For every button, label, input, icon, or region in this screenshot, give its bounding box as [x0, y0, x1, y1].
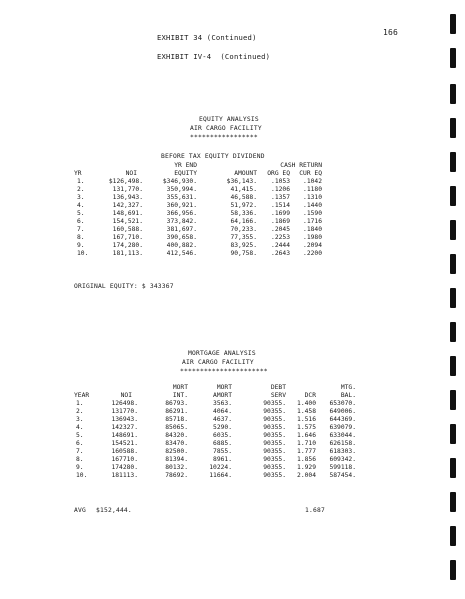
mortgage-cell: 154521.	[111, 440, 138, 447]
col-year: YEAR	[74, 392, 90, 399]
binding-mark	[450, 48, 456, 68]
mortgage-cell: 10224.	[209, 464, 232, 471]
binding-mark	[450, 152, 456, 172]
binding-mark	[450, 560, 456, 580]
equity-row	[74, 210, 322, 218]
mortgage-cell: 4064.	[213, 408, 232, 415]
equity-cell: 1.	[77, 178, 85, 185]
binding-mark	[450, 356, 456, 376]
equity-cell: 90,758.	[230, 250, 257, 257]
mortgage-cell: 86793.	[165, 400, 188, 407]
mortgage-cell: 90355.	[263, 416, 286, 423]
mortgage-cell: 10.	[76, 472, 88, 479]
mortgage-cell: 7855.	[213, 448, 232, 455]
mortgage-cell: 4637.	[213, 416, 232, 423]
mortgage-facility: AIR CARGO FACILITY	[182, 359, 254, 366]
mortgage-row	[74, 472, 356, 480]
equity-row	[74, 186, 322, 194]
mortgage-cell: 81394.	[165, 456, 188, 463]
equity-cell: 412,546.	[166, 250, 197, 257]
equity-cell: 3.	[77, 194, 85, 201]
binding-mark	[450, 186, 456, 206]
avg-noi: $152,444.	[96, 507, 132, 514]
mortgage-cell: 167710.	[111, 456, 138, 463]
equity-cell: .1980	[303, 234, 322, 241]
mortgage-row	[74, 432, 356, 440]
page-number: 166	[383, 28, 399, 37]
binding-mark	[450, 220, 456, 240]
equity-cell: .1206	[271, 186, 290, 193]
col-amort: AMORT	[213, 392, 232, 399]
mortgage-cell: 609342.	[329, 456, 356, 463]
mortgage-cell: 1.400	[297, 400, 316, 407]
equity-cell: .2253	[271, 234, 290, 241]
mortgage-cell: 90355.	[263, 448, 286, 455]
mortgage-row	[74, 408, 356, 416]
mortgage-cell: 653070.	[329, 400, 356, 407]
equity-cell: 167,710.	[112, 234, 143, 241]
equity-facility: AIR CARGO FACILITY	[190, 125, 262, 132]
mortgage-cell: 126498.	[111, 400, 138, 407]
equity-cell: $346,930.	[162, 178, 197, 185]
mortgage-row	[74, 456, 356, 464]
mortgage-cell: 1.646	[297, 432, 316, 439]
mortgage-cell: 649006.	[329, 408, 356, 415]
equity-cell: 360,921.	[166, 202, 197, 209]
equity-cell: 160,588.	[112, 226, 143, 233]
mortgage-cell: 1.458	[297, 408, 316, 415]
mortgage-cell: 148691.	[111, 432, 138, 439]
binding-mark	[450, 254, 456, 274]
mortgage-header-row-1	[74, 384, 356, 392]
mortgage-header-row-2	[74, 392, 356, 400]
mortgage-row	[74, 424, 356, 432]
equity-cell: .1053	[271, 178, 290, 185]
equity-cell: .1357	[271, 194, 290, 201]
mortgage-cell: 83470.	[165, 440, 188, 447]
equity-cell: 131,770.	[112, 186, 143, 193]
equity-cell: $126,498.	[108, 178, 143, 185]
mortgage-cell: 8961.	[213, 456, 232, 463]
equity-cell: .1042	[303, 178, 322, 185]
mortgage-cell: 80132.	[165, 464, 188, 471]
sub-exhibit-title: EXHIBIT IV-4 (Continued)	[157, 52, 271, 61]
binding-mark	[450, 458, 456, 478]
mortgage-table	[74, 384, 356, 480]
mortgage-cell: 85718.	[165, 416, 188, 423]
equity-cell: .2200	[303, 250, 322, 257]
binding-mark	[450, 492, 456, 512]
mortgage-cell: 7.	[76, 448, 84, 455]
mortgage-cell: 9.	[76, 464, 84, 471]
equity-cell: 174,280.	[112, 242, 143, 249]
equity-header-row-1	[74, 162, 322, 170]
equity-cell: .1180	[303, 186, 322, 193]
equity-cell: 390,658.	[166, 234, 197, 241]
col-serv: SERV	[270, 392, 286, 399]
mortgage-stars: **********************	[180, 368, 268, 375]
mortgage-cell: 11664.	[209, 472, 232, 479]
equity-cell: .1590	[303, 210, 322, 217]
binding-mark	[450, 526, 456, 546]
equity-cell: 70,233.	[230, 226, 257, 233]
col-debt: DEBT	[270, 384, 286, 391]
mortgage-cell: 82500.	[165, 448, 188, 455]
equity-cell: 46,588.	[230, 194, 257, 201]
equity-cell: 7.	[77, 226, 85, 233]
col-yr: YR	[74, 170, 82, 177]
equity-cell: 355,631.	[166, 194, 197, 201]
col-mtg: MTG.	[340, 384, 356, 391]
equity-cell: .1514	[271, 202, 290, 209]
equity-cell: 77,355.	[230, 234, 257, 241]
equity-cell: .1869	[271, 218, 290, 225]
col-yr-end: YR END	[174, 162, 197, 169]
mortgage-cell: 6035.	[213, 432, 232, 439]
equity-row	[74, 242, 322, 250]
mortgage-cell: 90355.	[263, 464, 286, 471]
col-amount: AMOUNT	[234, 170, 257, 177]
equity-cell: .2643	[271, 250, 290, 257]
col-dcr: DCR	[304, 392, 316, 399]
mortgage-cell: 5.	[76, 432, 84, 439]
original-equity: ORIGINAL EQUITY: $ 343367	[74, 283, 174, 290]
mortgage-cell: 131770.	[111, 408, 138, 415]
equity-cell: 142,327.	[112, 202, 143, 209]
mortgage-cell: 639079.	[329, 424, 356, 431]
mortgage-cell: 90355.	[263, 440, 286, 447]
mortgage-cell: 2.004	[297, 472, 316, 479]
mortgage-cell: 84320.	[165, 432, 188, 439]
col-cur-eq: CUR EQ	[299, 170, 322, 177]
equity-cell: 2.	[77, 186, 85, 193]
col-cash-return: CASH RETURN	[280, 162, 322, 169]
mortgage-cell: 90355.	[263, 472, 286, 479]
mortgage-cell: 85065.	[165, 424, 188, 431]
mortgage-cell: 90355.	[263, 400, 286, 407]
mortgage-cell: 174280.	[111, 464, 138, 471]
equity-cell: 58,336.	[230, 210, 257, 217]
mortgage-cell: 3.	[76, 416, 84, 423]
col-noi: NOI	[125, 170, 137, 177]
col-org-eq: ORG EQ	[267, 170, 290, 177]
mortgage-row	[74, 416, 356, 424]
mortgage-cell: 1.575	[297, 424, 316, 431]
equity-cell: .2045	[271, 226, 290, 233]
col-bal: BAL.	[340, 392, 356, 399]
col-mort-2: MORT	[216, 384, 232, 391]
equity-cell: 4.	[77, 202, 85, 209]
equity-cell: 64,166.	[230, 218, 257, 225]
binding-mark	[450, 118, 456, 138]
mortgage-cell: 599118.	[329, 464, 356, 471]
equity-cell: $36,143.	[226, 178, 257, 185]
equity-subtitle: BEFORE TAX EQUITY DIVIDEND	[161, 153, 265, 160]
equity-cell: 136,943.	[112, 194, 143, 201]
equity-cell: .1716	[303, 218, 322, 225]
mortgage-cell: 1.777	[297, 448, 316, 455]
equity-cell: 373,842.	[166, 218, 197, 225]
mortgage-cell: 78692.	[165, 472, 188, 479]
equity-cell: 10.	[77, 250, 89, 257]
avg-dcr: 1.687	[305, 507, 325, 514]
mortgage-cell: 1.516	[297, 416, 316, 423]
binding-mark	[450, 390, 456, 410]
equity-cell: 400,882.	[166, 242, 197, 249]
mortgage-cell: 160588.	[111, 448, 138, 455]
col-equity: EQUITY	[174, 170, 197, 177]
equity-cell: .1840	[303, 226, 322, 233]
mortgage-cell: 1.	[76, 400, 84, 407]
binding-mark	[450, 424, 456, 444]
binding-marks	[450, 0, 458, 599]
equity-row	[74, 226, 322, 234]
mortgage-cell: 618303.	[329, 448, 356, 455]
mortgage-cell: 633044.	[329, 432, 356, 439]
col-int: INT.	[172, 392, 188, 399]
equity-cell: .1440	[303, 202, 322, 209]
exhibit-title: EXHIBIT 34 (Continued)	[157, 33, 257, 42]
avg-label: AVG	[74, 507, 86, 514]
equity-row	[74, 234, 322, 242]
equity-cell: 181,113.	[112, 250, 143, 257]
col-mort-1: MORT	[172, 384, 188, 391]
equity-cell: .2094	[303, 242, 322, 249]
mortgage-row	[74, 440, 356, 448]
equity-row	[74, 202, 322, 210]
equity-row	[74, 218, 322, 226]
equity-cell: 9.	[77, 242, 85, 249]
mortgage-cell: 3563.	[213, 400, 232, 407]
binding-mark	[450, 14, 456, 34]
col-noi: NOI	[120, 392, 132, 399]
binding-mark	[450, 84, 456, 104]
mortgage-cell: 90355.	[263, 424, 286, 431]
mortgage-title: MORTGAGE ANALYSIS	[188, 350, 256, 357]
equity-cell: 41,415.	[230, 186, 257, 193]
equity-title: EQUITY ANALYSIS	[199, 116, 259, 123]
mortgage-cell: 1.856	[297, 456, 316, 463]
mortgage-cell: 181113.	[111, 472, 138, 479]
equity-cell: 5.	[77, 210, 85, 217]
equity-cell: 8.	[77, 234, 85, 241]
equity-cell: 51,972.	[230, 202, 257, 209]
mortgage-cell: 6.	[76, 440, 84, 447]
mortgage-cell: 1.710	[297, 440, 316, 447]
equity-cell: 381,697.	[166, 226, 197, 233]
mortgage-cell: 644369.	[329, 416, 356, 423]
mortgage-cell: 626158.	[329, 440, 356, 447]
mortgage-cell: 6885.	[213, 440, 232, 447]
mortgage-cell: 8.	[76, 456, 84, 463]
mortgage-row	[74, 448, 356, 456]
equity-header-row-2	[74, 170, 322, 178]
equity-cell: 83,925.	[230, 242, 257, 249]
mortgage-cell: 142327.	[111, 424, 138, 431]
equity-cell: .1699	[271, 210, 290, 217]
mortgage-cell: 2.	[76, 408, 84, 415]
mortgage-row	[74, 400, 356, 408]
binding-mark	[450, 322, 456, 342]
mortgage-cell: 587454.	[329, 472, 356, 479]
binding-mark	[450, 288, 456, 308]
equity-cell: 350,994.	[166, 186, 197, 193]
equity-row	[74, 194, 322, 202]
mortgage-cell: 4.	[76, 424, 84, 431]
mortgage-cell: 90355.	[263, 456, 286, 463]
mortgage-row	[74, 464, 356, 472]
mortgage-cell: 90355.	[263, 432, 286, 439]
equity-cell: 148,691.	[112, 210, 143, 217]
mortgage-cell: 136943.	[111, 416, 138, 423]
equity-cell: .1310	[303, 194, 322, 201]
equity-row	[74, 250, 322, 258]
equity-cell: 6.	[77, 218, 85, 225]
equity-cell: 154,521.	[112, 218, 143, 225]
mortgage-cell: 90355.	[263, 408, 286, 415]
equity-cell: 366,956.	[166, 210, 197, 217]
equity-stars: *****************	[190, 134, 258, 141]
equity-table	[74, 162, 322, 258]
mortgage-cell: 5290.	[213, 424, 232, 431]
mortgage-cell: 86291.	[165, 408, 188, 415]
mortgage-cell: 1.929	[297, 464, 316, 471]
equity-row	[74, 178, 322, 186]
equity-cell: .2444	[271, 242, 290, 249]
